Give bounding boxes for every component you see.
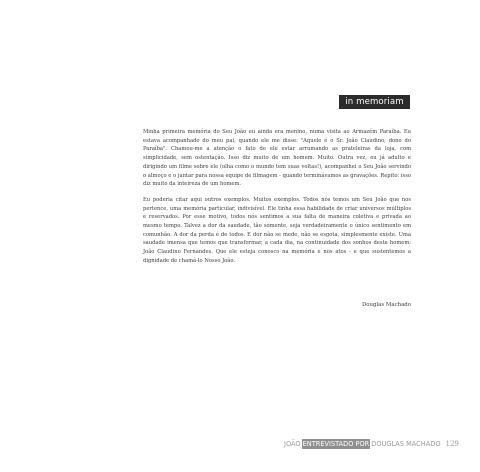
section-tag: in memoriam xyxy=(339,95,410,109)
footer-interviewed-by: ENTREVISTADO POR xyxy=(302,440,370,448)
paragraph-1: Minha primeira memória do Seu João eu ainda era menino, numa visita ao Armazém Paraíba. Eu estava acompanhado do meu pai, quando ele me disse: "Aquele é o Sr. João Claudino, dono do Paraíba". Chamou-me a atenção o fato de ele estar arrumando as prateleiras da loja, com simplicidade, sem ostentação. Isso diz muito de um homem. Muito. Outra vez, eu já adulto e dirigindo um filme sobre ele (olha como o mundo tem suas voltas!), acompanhei o Seu João servindo o almoço e o jantar para nossa equipe de filmagem - quando terminávamos as gravações. Repito: isso diz muito da inteireza de um homem. xyxy=(143,129,411,188)
paragraph-2: Eu poderia citar aqui outros exemplos. Muitos exemplos. Todos nós temos um Seu João que nos pertence, uma memória particular, indivisível. Ele tinha essa habilidade de criar universos múltiplos e reservados. Por esse motivo, todos nós sentimos a sua falta de maneira coletiva e privada ao mesmo tempo. Talvez a dor da saudade, tão somente, seja verdadeiramente o único sentimento em comunhão. A dor da perda é de todos. E dor não se mede, não se esgota, simplesmente existe. Uma saudade imensa que temos que transformar, a cada dia, na continuidade dos sonhos deste homem: João Claudino Fernandes. Que ele esteja conosco na memória e nos atos - e que sustentemos a dignidade de chamá-lo Nosso João. xyxy=(143,196,411,264)
article-body xyxy=(143,128,411,273)
page-footer xyxy=(284,439,459,449)
footer-subject: JOÃO xyxy=(284,440,301,448)
author-signature: Douglas Machado xyxy=(361,302,411,308)
page-number: 129 xyxy=(445,440,459,448)
footer-interviewer: DOUGLAS MACHADO xyxy=(371,440,441,448)
